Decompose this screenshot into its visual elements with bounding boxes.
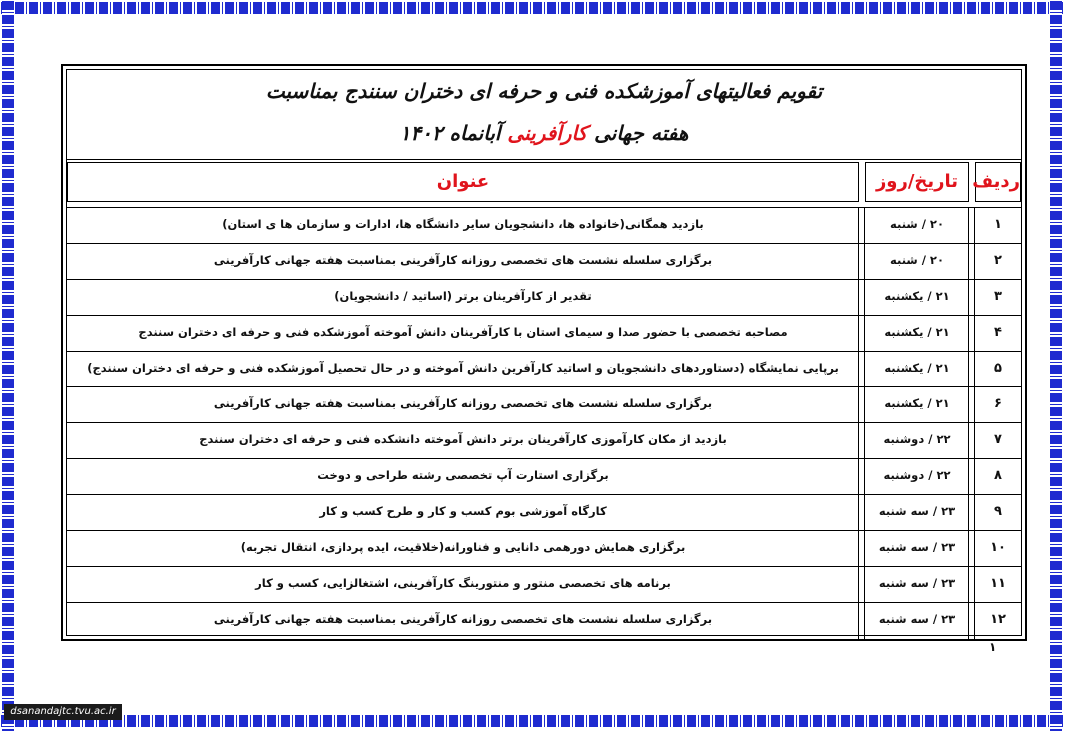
row-index-cell: ۵ bbox=[994, 360, 1002, 376]
row-title-cell: برگزاری سلسله نشست های تخصصی روزانه کارآفرینی بمناسبت هفته جهانی کارآفرینی bbox=[213, 252, 713, 267]
decorative-border-top bbox=[0, 2, 1065, 14]
row-title-cell: بازدید همگانی(خانواده ها، دانشجویان سایر دانشگاه ها، ادارات و سازمان ها ی استان) bbox=[222, 217, 704, 231]
document-frame bbox=[61, 64, 1027, 641]
page-number: ۱ bbox=[989, 640, 997, 654]
table-row bbox=[67, 244, 1021, 280]
row-date-cell: ۲۳ / سه شنبه bbox=[878, 504, 956, 519]
column-header-date: تاریخ/روز bbox=[865, 162, 969, 202]
row-index-cell: ۹ bbox=[994, 504, 1002, 520]
row-date-cell: ۲۱ / یکشنبه bbox=[884, 324, 950, 339]
row-index-cell: ۶ bbox=[994, 396, 1002, 412]
document-header bbox=[67, 70, 1021, 158]
document-inner-frame bbox=[66, 69, 1022, 636]
row-index-cell: ۱۱ bbox=[990, 575, 1006, 591]
row-index-cell: ۱۰ bbox=[990, 540, 1006, 556]
column-divider bbox=[858, 208, 859, 639]
table-row bbox=[67, 387, 1021, 423]
table-row bbox=[67, 352, 1021, 388]
row-index-cell: ۲ bbox=[994, 252, 1002, 268]
title-line-2 bbox=[67, 121, 1021, 145]
row-index-cell: ۱ bbox=[994, 217, 1002, 232]
table-row bbox=[67, 316, 1021, 352]
table-row bbox=[67, 208, 1021, 244]
row-date-cell: ۲۱ / یکشنبه bbox=[884, 288, 950, 303]
row-title-cell: برپایی نمایشگاه (دستاوردهای دانشجویان و اساتید کارآفرین دانش آموخته و در حال تحصیل آموزشکده فنی و حرفه ای دختران سنندج) bbox=[87, 360, 839, 375]
schedule-table bbox=[67, 162, 1021, 627]
column-header-index: ردیف bbox=[975, 162, 1021, 202]
row-title-cell: بازدید از مکان کارآموزی کارآفرینان برتر دانش آموخته دانشکده فنی و حرفه ای دختران سنندج bbox=[199, 432, 727, 447]
row-index-cell: ۸ bbox=[994, 468, 1002, 484]
table-header-row bbox=[67, 162, 1021, 202]
title-line-2-prefix: هفته جهانی bbox=[594, 121, 689, 145]
title-line-2-suffix: آبانماه ۱۴۰۲ bbox=[399, 121, 501, 145]
row-index-cell: ۱۲ bbox=[990, 611, 1006, 627]
row-title-cell: برنامه های تخصصی منتور و منتورینگ کارآفرینی، اشتغالزایی، کسب و کار bbox=[255, 575, 671, 590]
column-divider bbox=[864, 208, 865, 639]
row-date-cell: ۲۰ / شنبه bbox=[890, 252, 944, 267]
site-watermark: dsanandajtc.tvu.ac.ir bbox=[4, 704, 122, 720]
table-row bbox=[67, 531, 1021, 567]
table-body-top-border bbox=[67, 207, 1021, 208]
row-title-cell: برگزاری استارت آپ تخصصی رشته طراحی و دوخت bbox=[317, 468, 609, 483]
table-row bbox=[67, 495, 1021, 531]
row-title-cell: برگزاری سلسله نشست های تخصصی روزانه کارآفرینی بمناسبت هفته جهانی کارآفرینی bbox=[213, 396, 713, 411]
table-row bbox=[67, 423, 1021, 459]
header-divider bbox=[67, 159, 1021, 160]
decorative-border-bottom bbox=[0, 715, 1065, 727]
row-title-cell: برگزاری سلسله نشست های تخصصی روزانه کارآفرینی بمناسبت هفته جهانی کارآفرینی bbox=[213, 611, 713, 626]
column-header-title: عنوان bbox=[67, 162, 859, 202]
decorative-border-left bbox=[2, 0, 14, 731]
row-date-cell: ۲۱ / یکشنبه bbox=[884, 360, 950, 375]
row-index-cell: ۷ bbox=[994, 432, 1002, 448]
title-highlight: کارآفرینی bbox=[507, 121, 588, 145]
row-date-cell: ۲۲ / دوشنبه bbox=[883, 432, 951, 447]
decorative-border-right bbox=[1050, 0, 1062, 731]
table-row bbox=[67, 280, 1021, 316]
column-divider bbox=[968, 208, 969, 639]
row-title-cell: تقدیر از کارآفرینان برتر (اساتید / دانشجویان) bbox=[334, 288, 592, 303]
row-date-cell: ۲۱ / یکشنبه bbox=[884, 396, 950, 411]
table-row bbox=[67, 459, 1021, 495]
row-date-cell: ۲۳ / سه شنبه bbox=[878, 575, 956, 590]
row-title-cell: برگزاری همایش دورهمی دانایی و فناورانه(خلاقیت، ایده پردازی، انتقال تجربه) bbox=[240, 540, 686, 555]
column-divider bbox=[974, 208, 975, 639]
table-body bbox=[67, 208, 1021, 639]
row-title-cell: کارگاه آموزشی بوم کسب و کار و طرح کسب و کار bbox=[319, 504, 607, 519]
row-date-cell: ۲۳ / سه شنبه bbox=[878, 611, 956, 626]
row-index-cell: ۴ bbox=[994, 324, 1002, 340]
row-date-cell: ۲۰ / شنبه bbox=[890, 217, 944, 231]
row-title-cell: مصاحبه تخصصی با حضور صدا و سیمای استان با کارآفرینان دانش آموخته آموزشکده فنی و حرفه ای دختران سنندج bbox=[138, 324, 788, 339]
row-index-cell: ۳ bbox=[994, 288, 1002, 304]
row-date-cell: ۲۲ / دوشنبه bbox=[883, 468, 951, 483]
table-row bbox=[67, 603, 1021, 639]
row-date-cell: ۲۳ / سه شنبه bbox=[878, 540, 956, 555]
title-line-1: تقویم فعالیتهای آموزشکده فنی و حرفه ای دختران سنندج بمناسبت bbox=[265, 79, 823, 103]
table-row bbox=[67, 567, 1021, 603]
